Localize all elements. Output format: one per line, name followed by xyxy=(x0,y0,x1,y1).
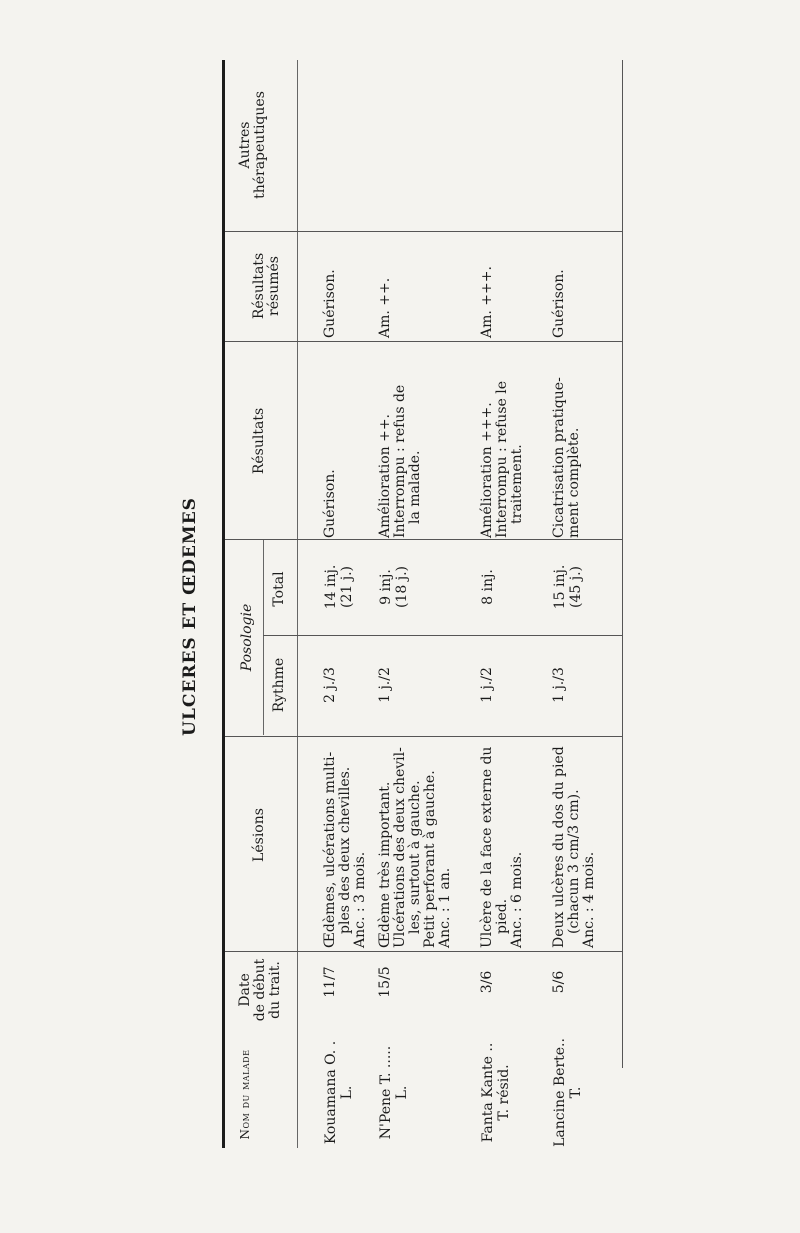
row-lesions-line: Deux ulcères du dos du pied xyxy=(551,746,567,948)
row-total-line: 9 inj. xyxy=(378,569,394,605)
col-sep-lesions xyxy=(225,736,622,737)
row-rythme-line: 1 j./3 xyxy=(551,667,567,703)
row-lesions xyxy=(378,738,453,948)
row-total xyxy=(378,542,410,632)
row-lesions xyxy=(323,738,368,948)
row-resultats-line: Cicatrisation pratique- xyxy=(551,377,567,538)
row-rythme xyxy=(552,637,567,733)
row-resume-line: Guérison. xyxy=(322,269,338,338)
row-total-line: (45 j.) xyxy=(568,566,584,608)
row-rythme-line: 1 j./2 xyxy=(377,667,393,703)
page-title xyxy=(180,0,200,1233)
header-lesions xyxy=(252,740,267,930)
row-patient-name-line: Fanta Kante .. xyxy=(480,1042,496,1143)
header-patient-line: Nom du malade xyxy=(238,1049,252,1140)
row-lesions-line: Anc. : 6 mois. xyxy=(509,851,525,948)
row-patient-name-line: L. xyxy=(394,1085,410,1100)
col-sep-rythme xyxy=(263,635,622,636)
row-resultats-line: Interrompu : refus de xyxy=(392,384,408,538)
row-resultats xyxy=(552,343,582,538)
header-posologie-line: Posologie xyxy=(239,603,255,672)
row-date xyxy=(378,952,393,1012)
header-posologie xyxy=(240,540,255,735)
row-resultats-line: traitement. xyxy=(509,444,525,524)
row-resume-line: Am. +++. xyxy=(479,266,495,338)
row-resultats-line: Guérison. xyxy=(322,469,338,538)
header-date-line: du trait. xyxy=(267,961,283,1019)
row-rythme-line: 2 j./3 xyxy=(322,667,338,703)
header-date xyxy=(238,950,283,1030)
header-autres-line: Autres xyxy=(237,121,253,169)
header-rythme xyxy=(272,637,287,733)
header-resultats xyxy=(252,342,267,540)
row-lesions-line: pied. xyxy=(494,898,510,934)
row-resume-line: Guérison. xyxy=(551,269,567,338)
row-total-line: 8 inj. xyxy=(480,569,496,605)
row-total xyxy=(552,542,584,632)
header-total-line: Total xyxy=(271,571,287,607)
header-lesions-line: Lésions xyxy=(251,808,267,862)
row-lesions-line: Ulcère de la face externe du xyxy=(479,746,495,948)
row-lesions-line: Petit perforant à gauche. xyxy=(422,770,438,948)
row-lesions xyxy=(552,738,597,948)
header-resultats-resumes xyxy=(252,232,282,340)
header-resultats-resumes-line: résumés xyxy=(266,256,282,316)
header-resultats-resumes-line: Résultats xyxy=(251,252,267,320)
row-resume xyxy=(480,238,495,338)
row-resultats-line: ment complète. xyxy=(566,427,582,538)
header-autres xyxy=(238,60,268,230)
row-patient-name-line: T. xyxy=(568,1086,584,1099)
row-resultats-line: Interrompu : refuse le xyxy=(494,380,510,538)
header-resultats-line: Résultats xyxy=(251,407,267,475)
row-patient-name-line: Kouamana O. . xyxy=(323,1040,339,1145)
header-patient xyxy=(238,1037,253,1152)
row-date xyxy=(552,952,567,1012)
row-total xyxy=(480,542,496,632)
row-total xyxy=(323,542,355,632)
row-lesions-line: Ulcérations des deux chevil- xyxy=(392,747,408,948)
row-resume xyxy=(552,238,567,338)
posologie-separator xyxy=(263,540,264,735)
row-lesions-line: Anc. : 4 mois. xyxy=(581,851,597,948)
row-lesions-line: Œdème très important. xyxy=(377,781,393,948)
row-resume xyxy=(378,238,393,338)
row-patient-name xyxy=(480,1035,512,1150)
row-patient-name-line: N'Pene T. ..... xyxy=(378,1045,394,1140)
row-rythme-line: 1 j./2 xyxy=(479,667,495,703)
col-sep-resultats xyxy=(225,341,622,342)
table-top-rule xyxy=(222,60,225,1148)
row-rythme xyxy=(323,637,338,733)
header-separator xyxy=(297,60,298,1148)
header-rythme-line: Rythme xyxy=(271,657,287,713)
row-patient-name xyxy=(323,1035,355,1150)
row-patient-name xyxy=(552,1035,584,1150)
row-resultats-line: Amélioration ++. xyxy=(377,413,393,538)
row-resultats xyxy=(378,343,423,538)
row-lesions xyxy=(480,738,525,948)
row-resume xyxy=(323,238,338,338)
header-date-line: de début xyxy=(252,958,268,1022)
col-sep-posologie xyxy=(225,539,622,540)
row-lesions-line: les, surtout à gauche. xyxy=(407,780,423,934)
row-rythme xyxy=(480,637,495,733)
row-total-line: 15 inj. xyxy=(552,564,568,610)
page-title-line: ULCERES ET ŒDEMES xyxy=(180,497,200,736)
row-patient-name-line: L. xyxy=(339,1085,355,1100)
row-lesions-line: Anc. : 3 mois. xyxy=(352,851,368,948)
row-resume-line: Am. ++. xyxy=(377,277,393,338)
header-date-line: Date xyxy=(237,973,253,1007)
row-date-line: 15/5 xyxy=(377,966,393,998)
row-total-line: (21 j.) xyxy=(339,566,355,608)
row-patient-name-line: T. résid. xyxy=(496,1064,512,1121)
row-resultats xyxy=(480,343,525,538)
header-autres-line: thérapeutiques xyxy=(252,91,268,199)
col-sep-resumes xyxy=(225,231,622,232)
row-resultats xyxy=(323,343,338,538)
row-date xyxy=(323,952,338,1012)
table-bottom-rule xyxy=(622,60,623,1068)
row-lesions-line: ples des deux chevilles. xyxy=(337,766,353,934)
row-patient-name-line: Lancine Berte.. xyxy=(552,1038,568,1147)
row-date-line: 11/7 xyxy=(322,966,338,998)
row-total-line: 14 inj. xyxy=(323,564,339,610)
header-total xyxy=(272,542,287,636)
row-date-line: 3/6 xyxy=(479,970,495,994)
row-total-line: (18 j.) xyxy=(394,566,410,608)
row-date-line: 5/6 xyxy=(551,970,567,994)
row-patient-name xyxy=(378,1035,410,1150)
row-lesions-line: (chacun 3 cm/3 cm). xyxy=(566,789,582,934)
row-resultats-line: la malade. xyxy=(407,450,423,524)
row-lesions-line: Œdèmes, ulcérations multi- xyxy=(322,751,338,948)
row-lesions-line: Anc. : 1 an. xyxy=(437,867,453,948)
row-date xyxy=(480,952,495,1012)
row-resultats-line: Amélioration +++. xyxy=(479,402,495,538)
row-rythme xyxy=(378,637,393,733)
